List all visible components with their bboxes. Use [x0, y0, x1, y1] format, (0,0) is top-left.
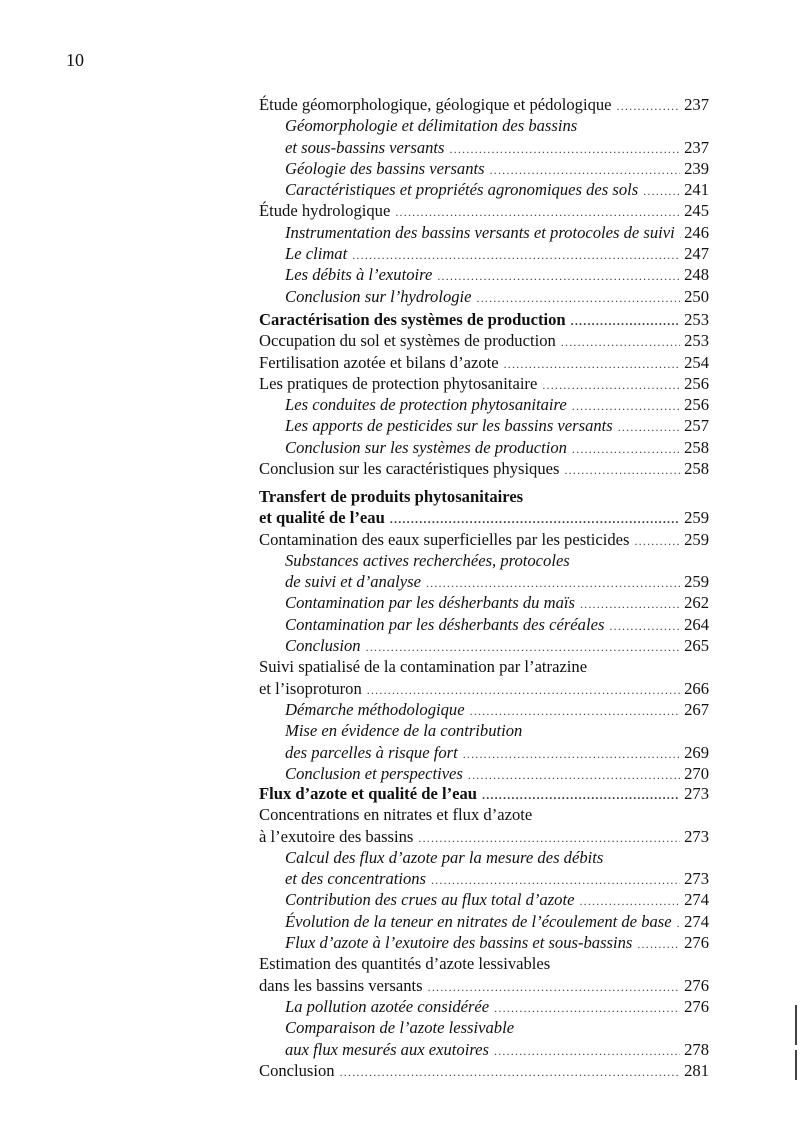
toc-entry	[259, 158, 709, 179]
toc-line	[259, 529, 709, 550]
toc-line	[259, 373, 709, 394]
toc-entry-title: Le climat	[285, 244, 348, 264]
toc-page-number: 274	[684, 890, 709, 910]
toc-entry-title: Conclusion	[285, 636, 361, 656]
toc-page-number: 241	[684, 180, 709, 200]
dot-leader	[571, 311, 680, 332]
toc-line	[259, 932, 709, 953]
toc-entry-title: Concentrations en nitrates et flux d’azote	[259, 805, 533, 825]
toc-page-number: 276	[684, 975, 709, 995]
toc-page-number: 259	[684, 508, 709, 528]
toc-entry-title: Fertilisation azotée et bilans d’azote	[259, 352, 499, 372]
toc-entry-title: Estimation des quantités d’azote lessivables	[259, 954, 551, 974]
toc-entry-title: Calcul des flux d’azote par la mesure des débits	[285, 847, 604, 867]
toc-entry	[259, 529, 709, 550]
toc-line	[259, 415, 709, 436]
dot-leader	[340, 1062, 681, 1083]
dot-leader	[463, 744, 680, 765]
dot-leader	[609, 616, 680, 637]
toc-entry	[259, 889, 709, 910]
toc-page-number: 267	[684, 699, 709, 719]
toc-line	[259, 1017, 709, 1038]
toc-page-number: 270	[684, 763, 709, 783]
toc-entry-title: Comparaison de l’azote lessivable	[285, 1018, 515, 1038]
toc-entry	[259, 932, 709, 953]
toc-entry-title: Conclusion sur l’hydrologie	[285, 286, 472, 306]
toc-section-nitrogen-flux	[259, 783, 709, 1081]
toc-entry-title: Suivi spatialisé de la contamination par l’atrazine	[259, 657, 588, 677]
dot-leader	[450, 139, 681, 160]
dot-leader	[470, 701, 681, 722]
page-number: 10	[66, 50, 84, 70]
toc-page-number: 265	[684, 636, 709, 656]
toc-entry	[259, 458, 709, 479]
toc-entry-title: Contribution des crues au flux total d’azote	[285, 890, 575, 910]
toc-line	[259, 614, 709, 635]
dot-leader	[366, 637, 681, 658]
toc-line	[259, 264, 709, 285]
toc-line	[259, 953, 709, 974]
toc-entry-title: Flux d’azote et qualité de l’eau	[259, 784, 477, 803]
toc-entry	[259, 656, 709, 699]
toc-line	[259, 286, 709, 307]
toc-line	[259, 975, 709, 996]
toc-entry	[259, 330, 709, 351]
toc-page-number: 264	[684, 614, 709, 634]
dot-leader	[561, 332, 680, 353]
dot-leader	[437, 266, 680, 287]
toc-entry-title: et l’isoproturon	[259, 678, 362, 698]
toc-page-number: 259	[684, 529, 709, 549]
toc-page-number: 250	[684, 286, 709, 306]
toc-line	[259, 309, 709, 330]
toc-line	[259, 94, 709, 115]
toc-line	[259, 847, 709, 868]
toc-line	[259, 656, 709, 677]
toc-entry-title: Contamination des eaux superficielles par les pesticides	[259, 529, 630, 549]
toc-page-number: 239	[684, 158, 709, 178]
toc-entry-title: et sous-bassins versants	[285, 137, 445, 157]
toc-page-number: 259	[684, 572, 709, 592]
toc-entry	[259, 115, 709, 158]
toc-entry	[259, 437, 709, 458]
toc-line	[259, 137, 709, 158]
toc-line	[259, 635, 709, 656]
toc-entry	[259, 415, 709, 436]
toc-page-number: 276	[684, 996, 709, 1016]
toc-line	[259, 678, 709, 699]
toc-page-number: 258	[684, 437, 709, 457]
toc-entry	[259, 804, 709, 847]
toc-entry	[259, 179, 709, 200]
toc-line	[259, 996, 709, 1017]
toc-page-number: 257	[684, 416, 709, 436]
toc-entry	[259, 486, 709, 529]
toc-entry-title: Caractéristiques et propriétés agronomiques des sols	[285, 180, 639, 200]
dot-leader	[431, 870, 680, 891]
scan-margin-mark	[795, 1050, 797, 1080]
toc-page-number: 278	[684, 1039, 709, 1059]
toc-line	[259, 804, 709, 825]
toc-line	[259, 571, 709, 592]
toc-entry-title: Mise en évidence de la contribution	[285, 721, 523, 741]
dot-leader	[367, 680, 680, 701]
toc-line	[259, 742, 709, 763]
toc-entry-title: Instrumentation des bassins versants et protocoles de suivi	[285, 222, 675, 242]
dot-leader	[418, 828, 680, 849]
toc-entry-title: Contamination par les désherbants des céréales	[285, 614, 605, 634]
scan-margin-mark	[795, 1005, 797, 1045]
toc-line	[259, 458, 709, 479]
dot-leader	[352, 245, 680, 266]
toc-page-number: 245	[684, 201, 709, 221]
toc-entry-title: Contamination par les désherbants du maïs	[285, 593, 575, 613]
toc-entry-title: Substances actives recherchées, protocoles	[285, 550, 570, 570]
toc-line	[259, 699, 709, 720]
toc-page-number: 274	[684, 911, 709, 931]
toc-entry	[259, 699, 709, 720]
toc-entry	[259, 953, 709, 996]
toc-section-geomorphology	[259, 94, 709, 307]
toc-entry-title: de suivi et d’analyse	[285, 572, 421, 592]
dot-leader	[677, 913, 680, 934]
toc-entry-title: à l’exutoire des bassins	[259, 826, 414, 846]
toc-entry	[259, 720, 709, 763]
dot-leader	[477, 288, 681, 309]
toc-page-number: 256	[684, 373, 709, 393]
toc-page-number: 281	[684, 1060, 709, 1080]
toc-entry-title: des parcelles à risque fort	[285, 742, 458, 762]
dot-leader	[643, 181, 680, 202]
toc-entry-title: Les débits à l’exutoire	[285, 265, 433, 285]
dot-leader	[637, 934, 680, 955]
toc-page-number: 247	[684, 244, 709, 264]
dot-leader	[426, 573, 680, 594]
toc-line	[259, 826, 709, 847]
toc-entry	[259, 243, 709, 264]
toc-entry-title: Transfert de produits phytosanitaires	[259, 487, 524, 506]
toc-entry	[259, 592, 709, 613]
dot-leader	[482, 785, 680, 806]
toc-entry-title: et qualité de l’eau	[259, 508, 385, 528]
toc-entry	[259, 847, 709, 890]
toc-page-number: 237	[684, 137, 709, 157]
toc-entry-title: Évolution de la teneur en nitrates de l’écoulement de base	[285, 911, 672, 931]
toc-line	[259, 550, 709, 571]
dot-leader	[618, 417, 680, 438]
dot-leader	[617, 96, 681, 117]
toc-entry	[259, 222, 709, 243]
toc-entry-title: La pollution azotée considérée	[285, 996, 490, 1016]
toc-line	[259, 1060, 709, 1081]
toc-entry-title: Conclusion et perspectives	[285, 763, 463, 783]
toc-entry-title: dans les bassins versants	[259, 975, 423, 995]
toc-page-number: 273	[684, 826, 709, 846]
toc-entry-title: Étude géomorphologique, géologique et pédologique	[259, 95, 612, 114]
toc-section-pesticide-transfer	[259, 486, 709, 784]
toc-entry	[259, 309, 709, 330]
toc-entry	[259, 352, 709, 373]
dot-leader	[572, 396, 680, 417]
toc-entry-title: aux flux mesurés aux exutoires	[285, 1039, 489, 1059]
toc-page-number: 266	[684, 678, 709, 698]
toc-page-number: 246	[684, 222, 709, 242]
toc-entry	[259, 763, 709, 784]
toc-page-number: 258	[684, 459, 709, 479]
toc-entry-title: Occupation du sol et systèmes de production	[259, 331, 556, 351]
dot-leader	[490, 160, 681, 181]
toc-page-number: 253	[684, 331, 709, 351]
toc-line	[259, 507, 709, 528]
toc-line	[259, 352, 709, 373]
toc-entry	[259, 614, 709, 635]
toc-entry	[259, 394, 709, 415]
dot-leader	[504, 354, 681, 375]
dot-leader	[494, 998, 680, 1019]
toc-entry-title: Les conduites de protection phytosanitaire	[285, 395, 567, 415]
toc-line	[259, 394, 709, 415]
toc-page-number: 262	[684, 593, 709, 613]
toc-line	[259, 179, 709, 200]
toc-entry	[259, 94, 709, 115]
dot-leader	[395, 202, 680, 223]
toc-page-number: 273	[684, 869, 709, 889]
toc-line	[259, 200, 709, 221]
toc-page-number: 273	[684, 784, 709, 803]
toc-entry-title: Conclusion sur les caractéristiques physiques	[259, 459, 560, 479]
dot-leader	[572, 439, 680, 460]
toc-page-number: 269	[684, 742, 709, 762]
toc-entry-title: Démarche méthodologique	[285, 699, 465, 719]
toc-page-number: 248	[684, 265, 709, 285]
toc-line	[259, 243, 709, 264]
toc-entry	[259, 911, 709, 932]
toc-page-number: 276	[684, 933, 709, 953]
toc-entry-title: Géomorphologie et délimitation des bassins	[285, 116, 578, 136]
toc-entry	[259, 264, 709, 285]
dot-leader	[634, 531, 680, 552]
dot-leader	[428, 977, 680, 998]
toc-entry-title: Conclusion	[259, 1060, 335, 1080]
toc-page-number: 237	[684, 95, 709, 114]
toc-line	[259, 486, 709, 507]
toc-entry-title: Les pratiques de protection phytosanitaire	[259, 373, 538, 393]
toc-entry	[259, 1017, 709, 1060]
toc-section-production-systems	[259, 309, 709, 479]
toc-entry	[259, 373, 709, 394]
toc-line	[259, 437, 709, 458]
toc-entry-title: Conclusion sur les systèmes de production	[285, 437, 567, 457]
toc-page-number: 254	[684, 352, 709, 372]
toc-line	[259, 115, 709, 136]
toc-line	[259, 222, 709, 243]
toc-entry	[259, 635, 709, 656]
dot-leader	[494, 1041, 680, 1062]
toc-entry	[259, 996, 709, 1017]
dot-leader	[542, 375, 680, 396]
toc-entry-title: Caractérisation des systèmes de production	[259, 310, 566, 329]
toc-line	[259, 720, 709, 741]
toc-entry	[259, 550, 709, 593]
toc-entry-title: et des concentrations	[285, 869, 427, 889]
toc-page-number: 253	[684, 310, 709, 329]
toc-entry-title: Géologie des bassins versants	[285, 158, 485, 178]
toc-line	[259, 158, 709, 179]
toc-line	[259, 330, 709, 351]
toc-line	[259, 763, 709, 784]
toc-entry	[259, 286, 709, 307]
toc-entry	[259, 200, 709, 221]
toc-line	[259, 592, 709, 613]
toc-line	[259, 889, 709, 910]
toc-entry-title: Les apports de pesticides sur les bassins versants	[285, 416, 613, 436]
toc-page-number: 256	[684, 395, 709, 415]
toc-entry	[259, 783, 709, 804]
toc-line	[259, 868, 709, 889]
toc-entry-title: Étude hydrologique	[259, 201, 391, 221]
toc-line	[259, 1039, 709, 1060]
dot-leader	[564, 460, 680, 481]
toc-entry-title: Flux d’azote à l’exutoire des bassins et sous-bassins	[285, 933, 633, 953]
dot-leader	[580, 594, 680, 615]
dot-leader	[390, 509, 680, 530]
dot-leader	[579, 891, 680, 912]
toc-line	[259, 783, 709, 804]
toc-entry	[259, 1060, 709, 1081]
toc-line	[259, 911, 709, 932]
